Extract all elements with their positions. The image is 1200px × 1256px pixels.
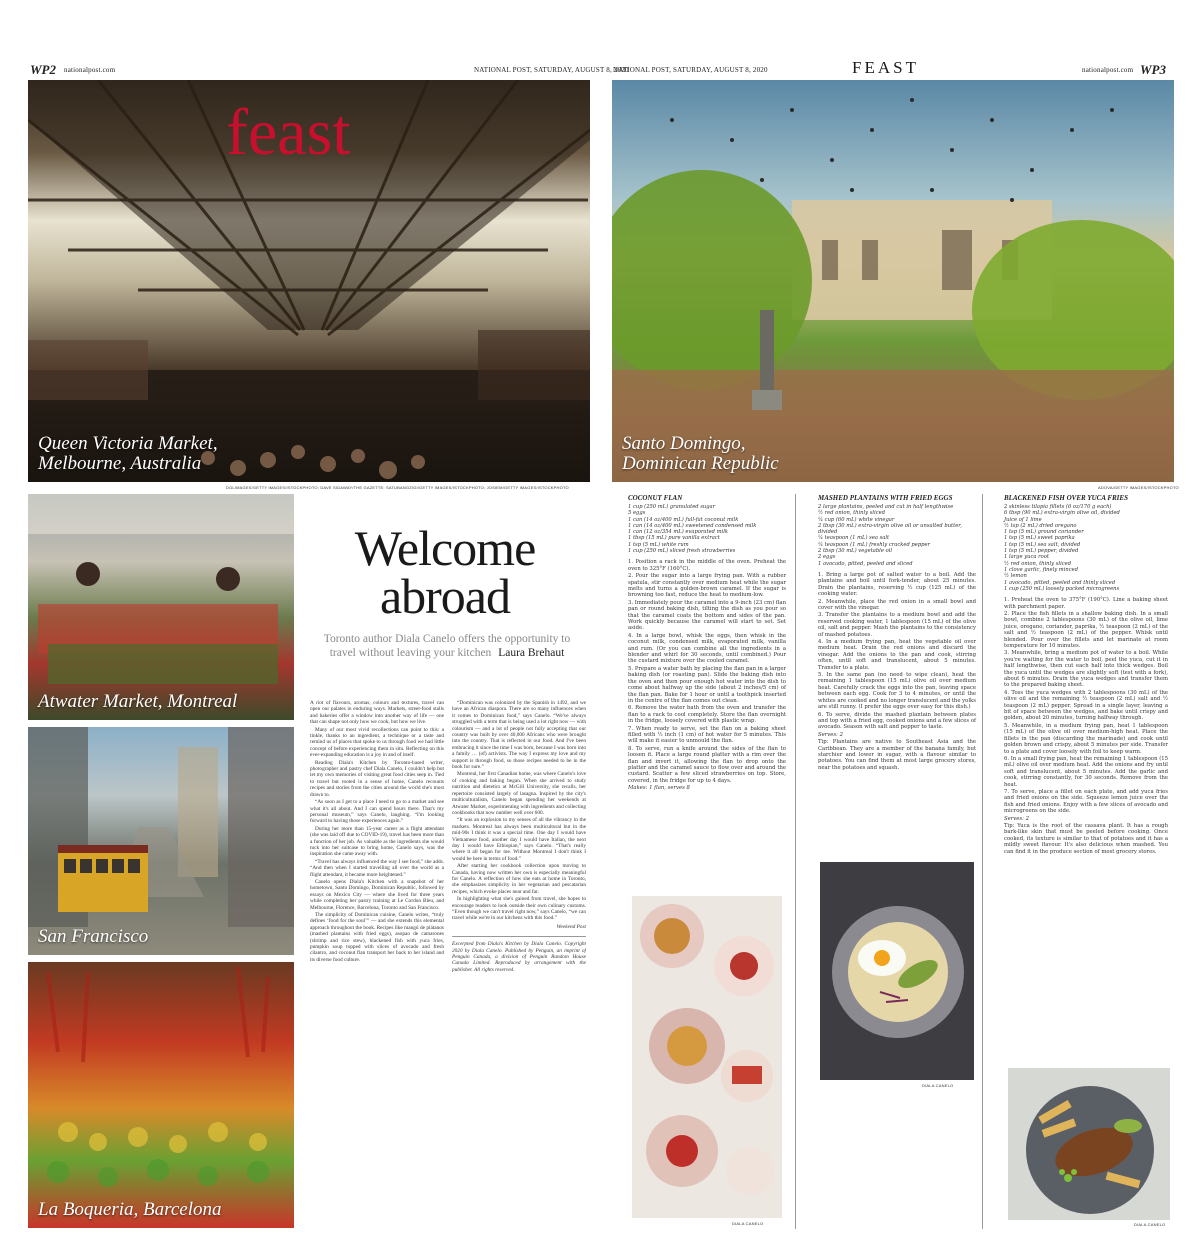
- recipe-tip: Tip: Plantains are native to Southeast Asia and the Caribbean. They are a member of the banana family, but starchier and lower in sugar, with a flavour similar to potatoes. You can find them at most large grocery stores, near the potatoes and squash.: [818, 739, 976, 771]
- column-rule: [795, 494, 796, 1229]
- ingredient-list: [818, 504, 976, 567]
- atwater-market-photo: [28, 494, 294, 720]
- plaza-illustration: [612, 80, 1174, 482]
- san-francisco-caption: San Francisco: [38, 926, 149, 947]
- signoff: Weekend Post: [556, 923, 586, 930]
- deck-text: Toronto author Diala Canelo offers the opportunity to travel without leaving your kitchen: [323, 633, 571, 659]
- excerpt-note: Excerpted from Diala's Kitchen by Diala Canelo. Copyright 2020 by Diala Canelo. Published by Penguin, an imprint of Penguin Canada, a division of Penguin Random House Canada Limited. Reproduced by arrangement with the publisher. All rights reserved.: [452, 941, 586, 973]
- recipe-title: BLACKENED FISH OVER YUCA FRIES: [1004, 494, 1128, 502]
- ingredient: 1 tsp (5 mL) sea salt, divided: [1004, 541, 1081, 548]
- recipe-step: 1. Bring a large pot of salted water to a boil. Add the plantains and boil until fork-tender, about 25 minutes. Drain the plantains, reserving ½ cup (125 mL) of the cooking water.: [818, 571, 976, 598]
- recipe-step: 5. Prepare a water bath by placing the flan pan in a larger baking dish (or roasting pan). Slide the baking dish into the oven and then pour enough hot water into the dish to come about halfway up the side (about 2 inches/5 cm) of the flan pan. Bake for 1 hour or until a toothpick inserted in the centre of the flan comes out clean.: [628, 665, 786, 704]
- photo-credit: DIALA CANELO: [732, 1221, 764, 1226]
- coconut-flan-photo: [632, 896, 782, 1218]
- ingredient: 2 large plantains, peeled and cut in half lengthwise: [818, 504, 954, 510]
- article-paragraph: “As soon as I get to a place I need to go to a market and see what it's all about. And I can spend hours there. That's my personal museum,” says Canelo, laughing. “I'm looking forward to having those experiences again.”: [310, 799, 444, 825]
- ingredient: 1 can (14 oz/400 mL) sweetened condensed milk: [628, 522, 757, 529]
- byline: Laura Brehaut: [498, 647, 565, 659]
- ingredient: 1 tsp (5 mL) sweet paprika: [1004, 535, 1075, 542]
- ingredient: 2 tbsp (30 mL) extra-virgin olive oil or unsalted butter, divided: [818, 522, 962, 536]
- ingredient: ¼ teaspoon (1 mL) freshly cracked pepper: [818, 541, 931, 548]
- recipe-step: 2. Pour the sugar into a large frying pan. With a rubber spatula, stir constantly over medium heat while the sugar melts and turns a golden-brown caramel. If the sugar is browning too fast, reduce the heat to medium-low.: [628, 573, 786, 599]
- cable-car-illustration: [28, 727, 294, 955]
- market-hall-photo: [28, 80, 590, 482]
- dateline-right: NATIONAL POST, SATURDAY, AUGUST 8, 2020: [613, 66, 768, 74]
- article-paragraph: Montreal, her first Canadian home, was where Canelo's love of cooking and baking began. When she arrived to study nutrition and dietetics at McGill University, she recalls, her repertoire consisted largely of lasagna. Inspired by the city's multiculturalism, Canelo began spending her weekends at Atwater Market, experimenting with ingredients and collecting cookbooks that now number well over 600.: [452, 771, 586, 816]
- recipe-step: 8. To serve, run a knife around the sides of the flan to loosen it. Place a large round platter with a rim over the flan and invert it, allowing the flan to drop onto the platter and the caramel sauce to flow over and around the custard. Scatter a few sliced strawberries on top. Store, covered, in the fridge for up to 4 days.: [628, 745, 786, 784]
- article-paragraph: Reading Diala's Kitchen by Toronto-based writer, photographer and pastry chef Diala Canelo, I couldn't help but let my own memories of visiting great food cities seep in. Tied to travel but rooted in a sense of home, Canelo recounts recipes and stories from the cities around the world she's most drawn to.: [310, 759, 444, 798]
- recipe-step: 1. Position a rack in the middle of the oven. Preheat the oven to 325°F (160°C).: [628, 559, 786, 572]
- recipe-step: 4. Toss the yuca wedges with 2 tablespoons (30 mL) of the olive oil and the remaining ½ teaspoon (2 mL) salt and ½ teaspoon (2 mL) pepper. Spread in a single layer, leaving a bit of space between the wedges, and bake until crispy and golden, about 20 minutes, turning halfway through.: [1004, 689, 1168, 722]
- ingredient: 2 skinless tilapia fillets (6 oz/170 g each): [1004, 504, 1112, 510]
- ingredient: 1 tsp (5 mL) white rum: [628, 541, 689, 548]
- recipe-step: 7. When ready to serve, set the flan on a baking sheet filled with ½ inch (1 cm) of hot water for 5 minutes. This will make it easier to unmould the flan.: [628, 725, 786, 745]
- atwater-illustration: [28, 494, 294, 720]
- article-paragraph: “Travel has always influenced the way I see food,” she adds. “And then when I started travelling all over the world as a flight attendant, it became more heightened.”: [310, 858, 444, 878]
- recipe-step: 3. Meanwhile, bring a medium pot of water to a boil. While you're waiting for the water to boil, peel the yuca, cut it in half lengthwise, then cut each half into thick wedges. Boil the yuca until the wedges are slightly soft (test with a fork), about 6 minutes. Drain the yuca wedges and transfer them to the prepared baking sheet.: [1004, 650, 1168, 689]
- page-number-left: WP2: [30, 62, 56, 77]
- ingredient: 1 cup (250 mL) granulated sugar: [628, 504, 716, 510]
- ingredient: 5 eggs: [628, 510, 646, 517]
- ingredient: 1 clove garlic, finely minced: [1004, 566, 1079, 573]
- recipe-tip: Tip: Yuca is the root of the cassava plant. It has a rough bark-like skin that must be peeled before cooking. Once cooked, its texture is similar to that of potatoes and it has a mildly sweet flavour. It's also delicious when mashed. You can find it in the produce section of most grocery stores.: [1004, 822, 1168, 855]
- recipe-blackened-fish: [1004, 494, 1168, 855]
- recipe-step: 4. In a medium frying pan, heat the vegetable oil over medium heat. Drain the red onions and discard the vinegar. Add the onions to the pan and cook, stirring often, until soft and translucent, about 5 minutes. Transfer to a plate.: [818, 639, 976, 671]
- recipe-step: 6. Remove the water bath from the oven and transfer the flan to a rack to cool completely. Store the flan overnight in the fridge, loosely covered with plastic wrap.: [628, 705, 786, 725]
- recipe-step: 2. Place the fish fillets in a shallow baking dish. In a small bowl, combine 2 tablespoons (30 mL) of the olive oil, lime juice, oregano, coriander, paprika, ½ teaspoon (2 mL) of the salt and ½ teaspoon (2 mL) of the pepper. Whisk until blended. Pour over the fillets and let marinate at room temperature for 10 minutes.: [1004, 610, 1168, 649]
- ingredient-list: [1004, 504, 1168, 592]
- ingredient: 6 tbsp (90 mL) extra-virgin olive oil, divided: [1004, 510, 1120, 517]
- article-column-1: [310, 700, 444, 1230]
- ingredient: 1 tsp (5 mL) ground coriander: [1004, 529, 1084, 536]
- atwater-caption: Atwater Market, Montreal: [38, 691, 238, 712]
- photo-credit-right: ADOVA/GETTY IMAGES/ISTOCKPHOTO: [1098, 485, 1179, 490]
- ingredient: ½ red onion, thinly sliced: [818, 510, 886, 517]
- flan-illustration: [632, 896, 782, 1218]
- recipe-step: 1. Preheat the oven to 375°F (190°C). Line a baking sheet with parchment paper.: [1004, 597, 1168, 610]
- article-paragraph: Canelo opens Diala's Kitchen with a snapshot of her hometown, Santo Domingo, Dominican Republic, followed by essays on Mexico City — where she lived for three years while completing her pastry training at Le Cordon Bleu, and Melbourne, Florence, Barcelona, Toronto and San Francisco.: [310, 878, 444, 911]
- recipe-title: MASHED PLANTAINS WITH FRIED EGGS: [818, 494, 953, 502]
- ingredient: 1 can (14 oz/400 mL) full-fat coconut milk: [628, 516, 739, 523]
- article-paragraph: “It was an explosion to my senses of all the vibrancy in the markets. Montreal has always been multicultural but in the mid-90s I think it was a special time. One day I would have Vietnamese food, another day I would have Italian, the next day I would have Ethiopian,” says Canelo. “That's really where it all began for me. Without Montreal I don't think I would be here in terms of food.”: [452, 817, 586, 862]
- recipe-mashed-plantains: [818, 494, 976, 771]
- main-photo-caption-right: Santo Domingo, Dominican Republic: [622, 433, 779, 474]
- article-paragraph: During her more than 15-year career as a flight attendant (she was laid off due to COVID-19), travel has been more than a function of her job. As valuable as the ingredients she would tuck into her suitcase to bring home, Canelo says, was the inspiration she came away with.: [310, 825, 444, 858]
- recipe-step: 3. Immediately pour the caramel into a 9-inch (23 cm) flan pan or round baking dish, tilting the dish as you pour so that the caramel coats the bottom and sides of the pan. Work quickly because the caramel will start to set. Set aside.: [628, 599, 786, 632]
- recipe-yield: Makes: 1 flan, serves 8: [628, 785, 690, 792]
- plantains-illustration: [820, 862, 974, 1080]
- page-number-right: WP3: [1140, 62, 1166, 77]
- photo-credit: DIALA CANELO: [1134, 1222, 1166, 1227]
- fish-illustration: [1008, 1068, 1170, 1220]
- feast-logo: feast: [226, 96, 351, 169]
- ingredient: 2 eggs: [818, 554, 836, 561]
- ingredient: 1 cup (250 mL) loosely packed microgreens: [1004, 585, 1120, 592]
- santo-domingo-photo: [612, 80, 1174, 482]
- recipe-step: 3. Transfer the plantains to a medium bowl and add the reserved cooking water, 1 tablespoon (15 mL) of the olive oil, salt and pepper. Mash the plantains to the consistency of mashed potatoes.: [818, 612, 976, 638]
- ingredient: ¼ cup (60 mL) white vinegar: [818, 516, 895, 523]
- recipe-yield: Serves: 2: [818, 731, 843, 738]
- ingredient: ½ lemon: [1004, 573, 1027, 580]
- ingredient: 1 avocado, pitted, peeled and sliced: [818, 560, 913, 567]
- deck: [316, 632, 578, 660]
- dateline-left: NATIONAL POST, SATURDAY, AUGUST 8, 2020: [474, 66, 629, 74]
- article-paragraph: In highlighting what she's gained from travel, she hopes to encourage readers to look outside their own culinary customs. “Even though we can't travel right now,” says Canelo, “we can travel while we're in our kitchens with this food.”: [452, 896, 586, 922]
- recipe-step: 7. To serve, place a fillet on each plate, and add yuca fries and fried onions on the side. Squeeze lemon juice over the fish and fried onions. Enjoy with a few slices of avocado and microgreens on the side.: [1004, 788, 1168, 815]
- article-paragraph: The simplicity of Dominican cuisine, Canelo writes, “truly defines ‘food for the soul’” — and she extends this elemental approach throughout the book. Recipes like mangú de plátanos (mashed plantains with fried eggs), asopao de camarones (shrimp and rice stew), blackened fish with yuca fries, pumpkin soup topped with slices of avocado and fresh cilantro, and coconut flan transport her back to her island and its diverse food culture.: [310, 912, 444, 963]
- headline: Welcome abroad: [354, 520, 536, 624]
- ingredient: 1 large yuca root: [1004, 554, 1049, 561]
- photo-credit-left: DGLIMAGES/GETTY IMAGES/ISTOCKPHOTO; DAVE SIDAWAY/THE GAZETTE; SATUBANGZIGI/GETTY IMAGES/ISTOCKPHOTO; JOSIEM/GETTY IMAGES/ISTOCKPHOTO: [226, 485, 569, 490]
- article-paragraph: A riot of flavours, aromas, colours and textures, travel can open our palates in enduring ways. Markets, street-food stalls and bakeries offer a window into another way of life — one that can shape not only how we cook, but how we live.: [310, 700, 444, 726]
- ingredient-list: [628, 504, 786, 554]
- ingredient: ¼ teaspoon (1 mL) sea salt: [818, 535, 890, 542]
- recipe-step: 6. To serve, divide the mashed plantain between plates and top with a fried egg, cooked onions and a few slices of avocado. Season with salt and pepper to taste.: [818, 711, 976, 731]
- ingredient: ½ tsp (2 mL) dried oregano: [1004, 522, 1077, 529]
- mashed-plantains-photo: [820, 862, 974, 1080]
- ingredient: 2 tbsp (30 mL) vegetable oil: [818, 548, 893, 555]
- recipe-step: 5. Meanwhile, in a medium frying pan, heat 1 tablespoon (15 mL) of the olive oil over medium-high heat. Place the fillets in the pan (discarding the marinade) and cook until golden brown and crispy, about 5 minutes per side. Transfer to a plate and cover loosely with foil to keep warm.: [1004, 722, 1168, 755]
- san-francisco-photo: [28, 727, 294, 955]
- ingredient: 1 avocado, pitted, peeled and thinly sliced: [1004, 579, 1116, 586]
- ingredient: ½ red onion, thinly sliced: [1004, 560, 1072, 567]
- boqueria-illustration: [28, 962, 294, 1228]
- recipe-step: 6. In a small frying pan, heat the remaining 1 tablespoon (15 mL) olive oil over medium heat. Add the onions and fry until soft and translucent, about 5 minutes. Add the garlic and cook, stirring constantly, for 30 seconds. Remove from the heat.: [1004, 755, 1168, 788]
- ingredient: Juice of 1 lime: [1004, 516, 1042, 523]
- recipe-title: COCONUT FLAN: [628, 494, 683, 502]
- article-paragraph: Many of our most vivid recollections can point to this: a tinkle, thanks to an ingredient, a technique or a taste and remind us of places that spoke to us through food we had little concept of before experiencing them in situ. Reflecting on this ever-expanding education is a joy in and of itself.: [310, 726, 444, 759]
- ingredient: 1 tbsp (15 mL) pure vanilla extract: [628, 535, 720, 542]
- article-column-2: [452, 700, 586, 1230]
- section-title: FEAST: [852, 58, 919, 77]
- ingredient: 1 tsp (5 mL) pepper, divided: [1004, 548, 1079, 555]
- recipe-coconut-flan: [628, 494, 786, 792]
- ingredient: 1 cup (250 mL) sliced fresh strawberries: [628, 548, 736, 555]
- site-url-right: nationalpost.com: [1082, 66, 1134, 74]
- recipe-step: 5. In the same pan (no need to wipe clean), heat the remaining 1 tablespoon (15 mL) olive oil over medium heat. Carefully crack the eggs into the pan, leaving space between each egg. Cook for 3 to 4 minutes, or until the whites are cooked and no longer translucent and the yolks are still runny. (I prefer the eggs over easy for this dish.): [818, 672, 976, 711]
- column-rule: [982, 494, 983, 1229]
- recipe-step: 4. In a large bowl, whisk the eggs, then whisk in the coconut milk, condensed milk, evaporated milk, vanilla and rum. (Or you can combine all the ingredients in a blender and whirl for 30 seconds, until combined.) Pour the custard mixture over the cooled caramel.: [628, 632, 786, 665]
- article-paragraph: After starting her cookbook collection upon moving to Canada, having now written her own is especially meaningful for Canelo. A reflection of how she eats at home in Toronto, she emphasizes simplicity in her vegetarian and pescatarian recipes, which evoke places near and far.: [452, 863, 586, 895]
- recipe-step: 2. Meanwhile, place the red onion in a small bowl and cover with the vinegar.: [818, 598, 976, 611]
- blackened-fish-photo: [1008, 1068, 1170, 1220]
- site-url-left: nationalpost.com: [64, 66, 116, 74]
- photo-credit: DIALA CANELO: [922, 1083, 954, 1088]
- article-paragraph: “Dominican was colonized by the Spanish in 1492, and we have an African diaspora. There are so many influences when it comes to Dominican food,” says Canelo. “We've always struggled with a term that is being used a lot right now — with colourism — and a lot of people not fully accepting that our country was built by over 40,000 Africans who were brought into the country. That is reflected in our food. And I've been embracing it since the time I was born, because I was born into a family … (of) activists. The way I express my love and my support is through food, so those recipes needed to be in the book for sure.”: [452, 700, 586, 771]
- boqueria-caption: La Boqueria, Barcelona: [38, 1199, 222, 1220]
- main-photo-caption-left: Queen Victoria Market, Melbourne, Australia: [38, 433, 218, 474]
- recipe-yield: Serves: 2: [1004, 815, 1029, 822]
- ingredient: 1 can (12 oz/354 mL) evaporated milk: [628, 529, 729, 536]
- la-boqueria-photo: [28, 962, 294, 1228]
